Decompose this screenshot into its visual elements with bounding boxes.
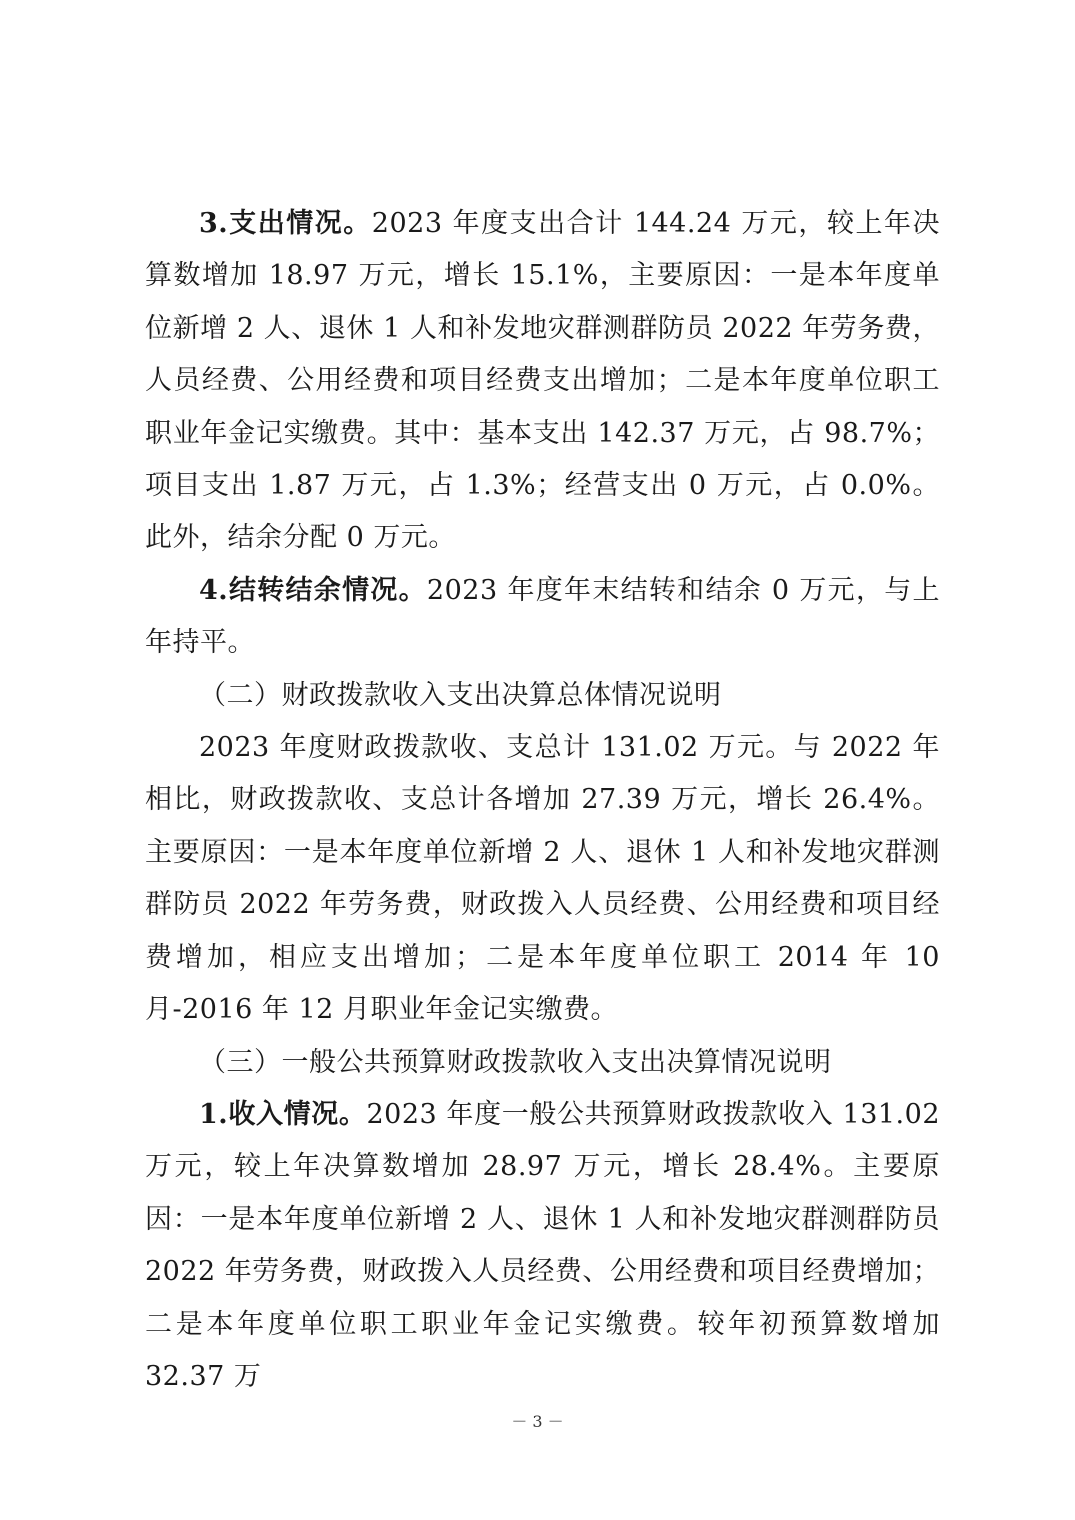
paragraph-carryover xyxy=(145,565,940,670)
text-income: 2023 年度一般公共预算财政拨款收入 131.02 万元，较上年决算数增加 28.97 万元，增长 28.4%。主要原因：一是本年度单位新增 2 人、退休 1 人和补发地灾群测群防员 2022 年劳务费，财政拨入人员经费、公用经费和项目经费增加；二是本年度单位职工职业年金记实缴费。较年初预算数增加 32.37 万 xyxy=(145,1098,940,1392)
heading-income: 1.收入情况。 xyxy=(199,1098,367,1130)
text-carryover: 2023 年度年末结转和结余 0 万元，与上年持平。 xyxy=(145,574,941,659)
heading-carryover: 4.结转结余情况。 xyxy=(199,574,427,606)
document-body xyxy=(145,198,940,1403)
text-fiscal-overall: 2023 年度财政拨款收、支总计 131.02 万元。与 2022 年相比，财政拨款收、支总计各增加 27.39 万元，增长 26.4%。主要原因：一是本年度单位新增 2 人、退休 1 人和补发地灾群测群防员 2022 年劳务费，财政拨入人员经费、公用经费和项目经费增加，相应支出增加；二是本年度单位职工 2014 年 10 月-2016 年 12 月职业年金记实缴费。 xyxy=(145,732,940,1026)
heading-expenditure: 3.支出情况。 xyxy=(199,208,372,239)
page-number: － 3 － xyxy=(511,1412,564,1431)
text-expenditure: 2023 年度支出合计 144.24 万元，较上年决算数增加 18.97 万元，增长 15.1%，主要原因：一是本年度单位新增 2 人、退休 1 人和补发地灾群测群防员 2022 年劳务费，人员经费、公用经费和项目经费支出增加；二是本年度单位职工职业年金记实缴费。其中：基本支出 142.37 万元，占 98.7%；项目支出 1.87 万元，占 1.3%；经营支出 0 万元，占 0.0%。此外，结余分配 0 万元。 xyxy=(145,208,940,554)
section-heading-general-budget: （三）一般公共预算财政拨款收入支出决算情况说明 xyxy=(199,1046,832,1078)
paragraph-fiscal-overall xyxy=(145,722,940,1036)
paragraph-expenditure xyxy=(145,198,940,565)
section-heading-fiscal-overall: （二）财政拨款收入支出决算总体情况说明 xyxy=(199,679,722,711)
paragraph-income xyxy=(145,1089,940,1403)
